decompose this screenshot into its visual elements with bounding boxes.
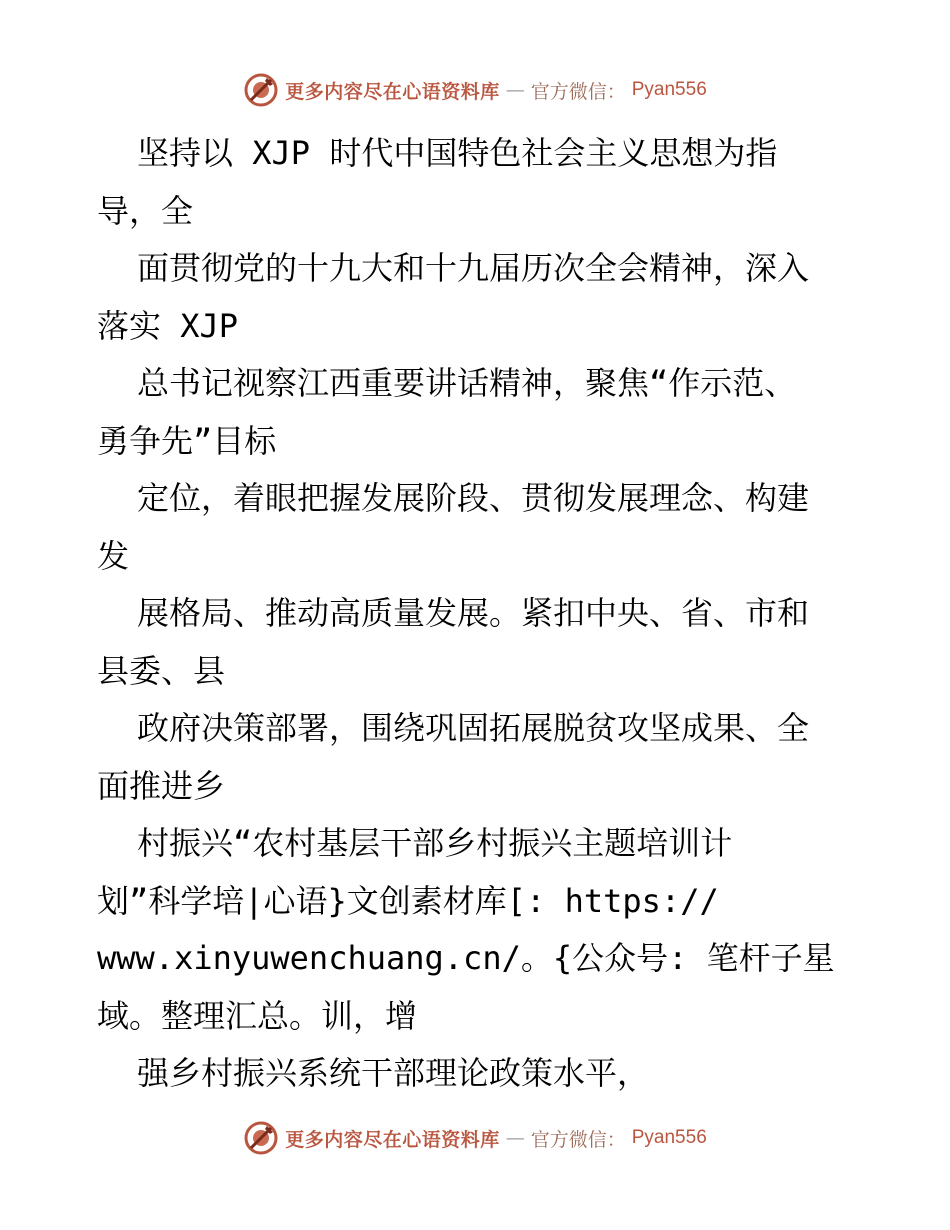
banner-wechat-id: Pyan556 [631,1127,707,1148]
body-line: 强乡村振兴系统干部理论政策水平， [137,1054,650,1092]
body-line: 域。整理汇总。训，增 [97,996,418,1035]
body-line: www.xinyuwenchuang.cn/。{公众号: 笔杆子星 [97,939,835,977]
banner-wechat-id: Pyan556 [631,79,707,100]
banner-separator: — [505,79,525,101]
body-line: 定位，着眼把握发展阶段、贯彻发展理念、构建 [137,479,810,517]
header-watermark-banner [0,70,950,110]
body-line: 面推进乡 [97,766,226,805]
body-line: 勇争先”目标 [97,421,277,460]
body-line: 划”科学培|心语}文创素材库[: https:// [97,881,719,920]
body-line: 政府决策部署，围绕巩固拓展脱贫攻坚成果、全 [137,709,810,747]
body-line: 展格局、推动高质量发展。紧扣中央、省、市和 [137,594,810,632]
brand-logo-icon [243,1120,279,1156]
body-line: 面贯彻党的十九大和十九届历次全会精神，深入 [137,249,810,287]
body-line: 总书记视察江西重要讲话精神，聚焦“作示范、 [137,364,797,402]
banner-title: 更多内容尽在心语资料库 [285,80,500,103]
body-line: 落实 XJP [97,306,239,345]
body-line: 坚持以 XJP 时代中国特色社会主义思想为指 [137,134,778,172]
banner-wechat-label: 官方微信： [530,1128,626,1151]
body-line: 村振兴“农村基层干部乡村振兴主题培训计 [137,824,733,862]
body-line: 发 [97,536,130,575]
banner-title: 更多内容尽在心语资料库 [285,1128,500,1151]
footer-watermark-banner [0,1118,950,1158]
document-body [97,125,897,1103]
body-line: 导，全 [97,191,194,230]
body-line: 县委、县 [97,651,226,690]
banner-separator: — [505,1127,525,1149]
banner-wechat-label: 官方微信： [530,80,626,103]
brand-logo-icon [243,72,279,108]
